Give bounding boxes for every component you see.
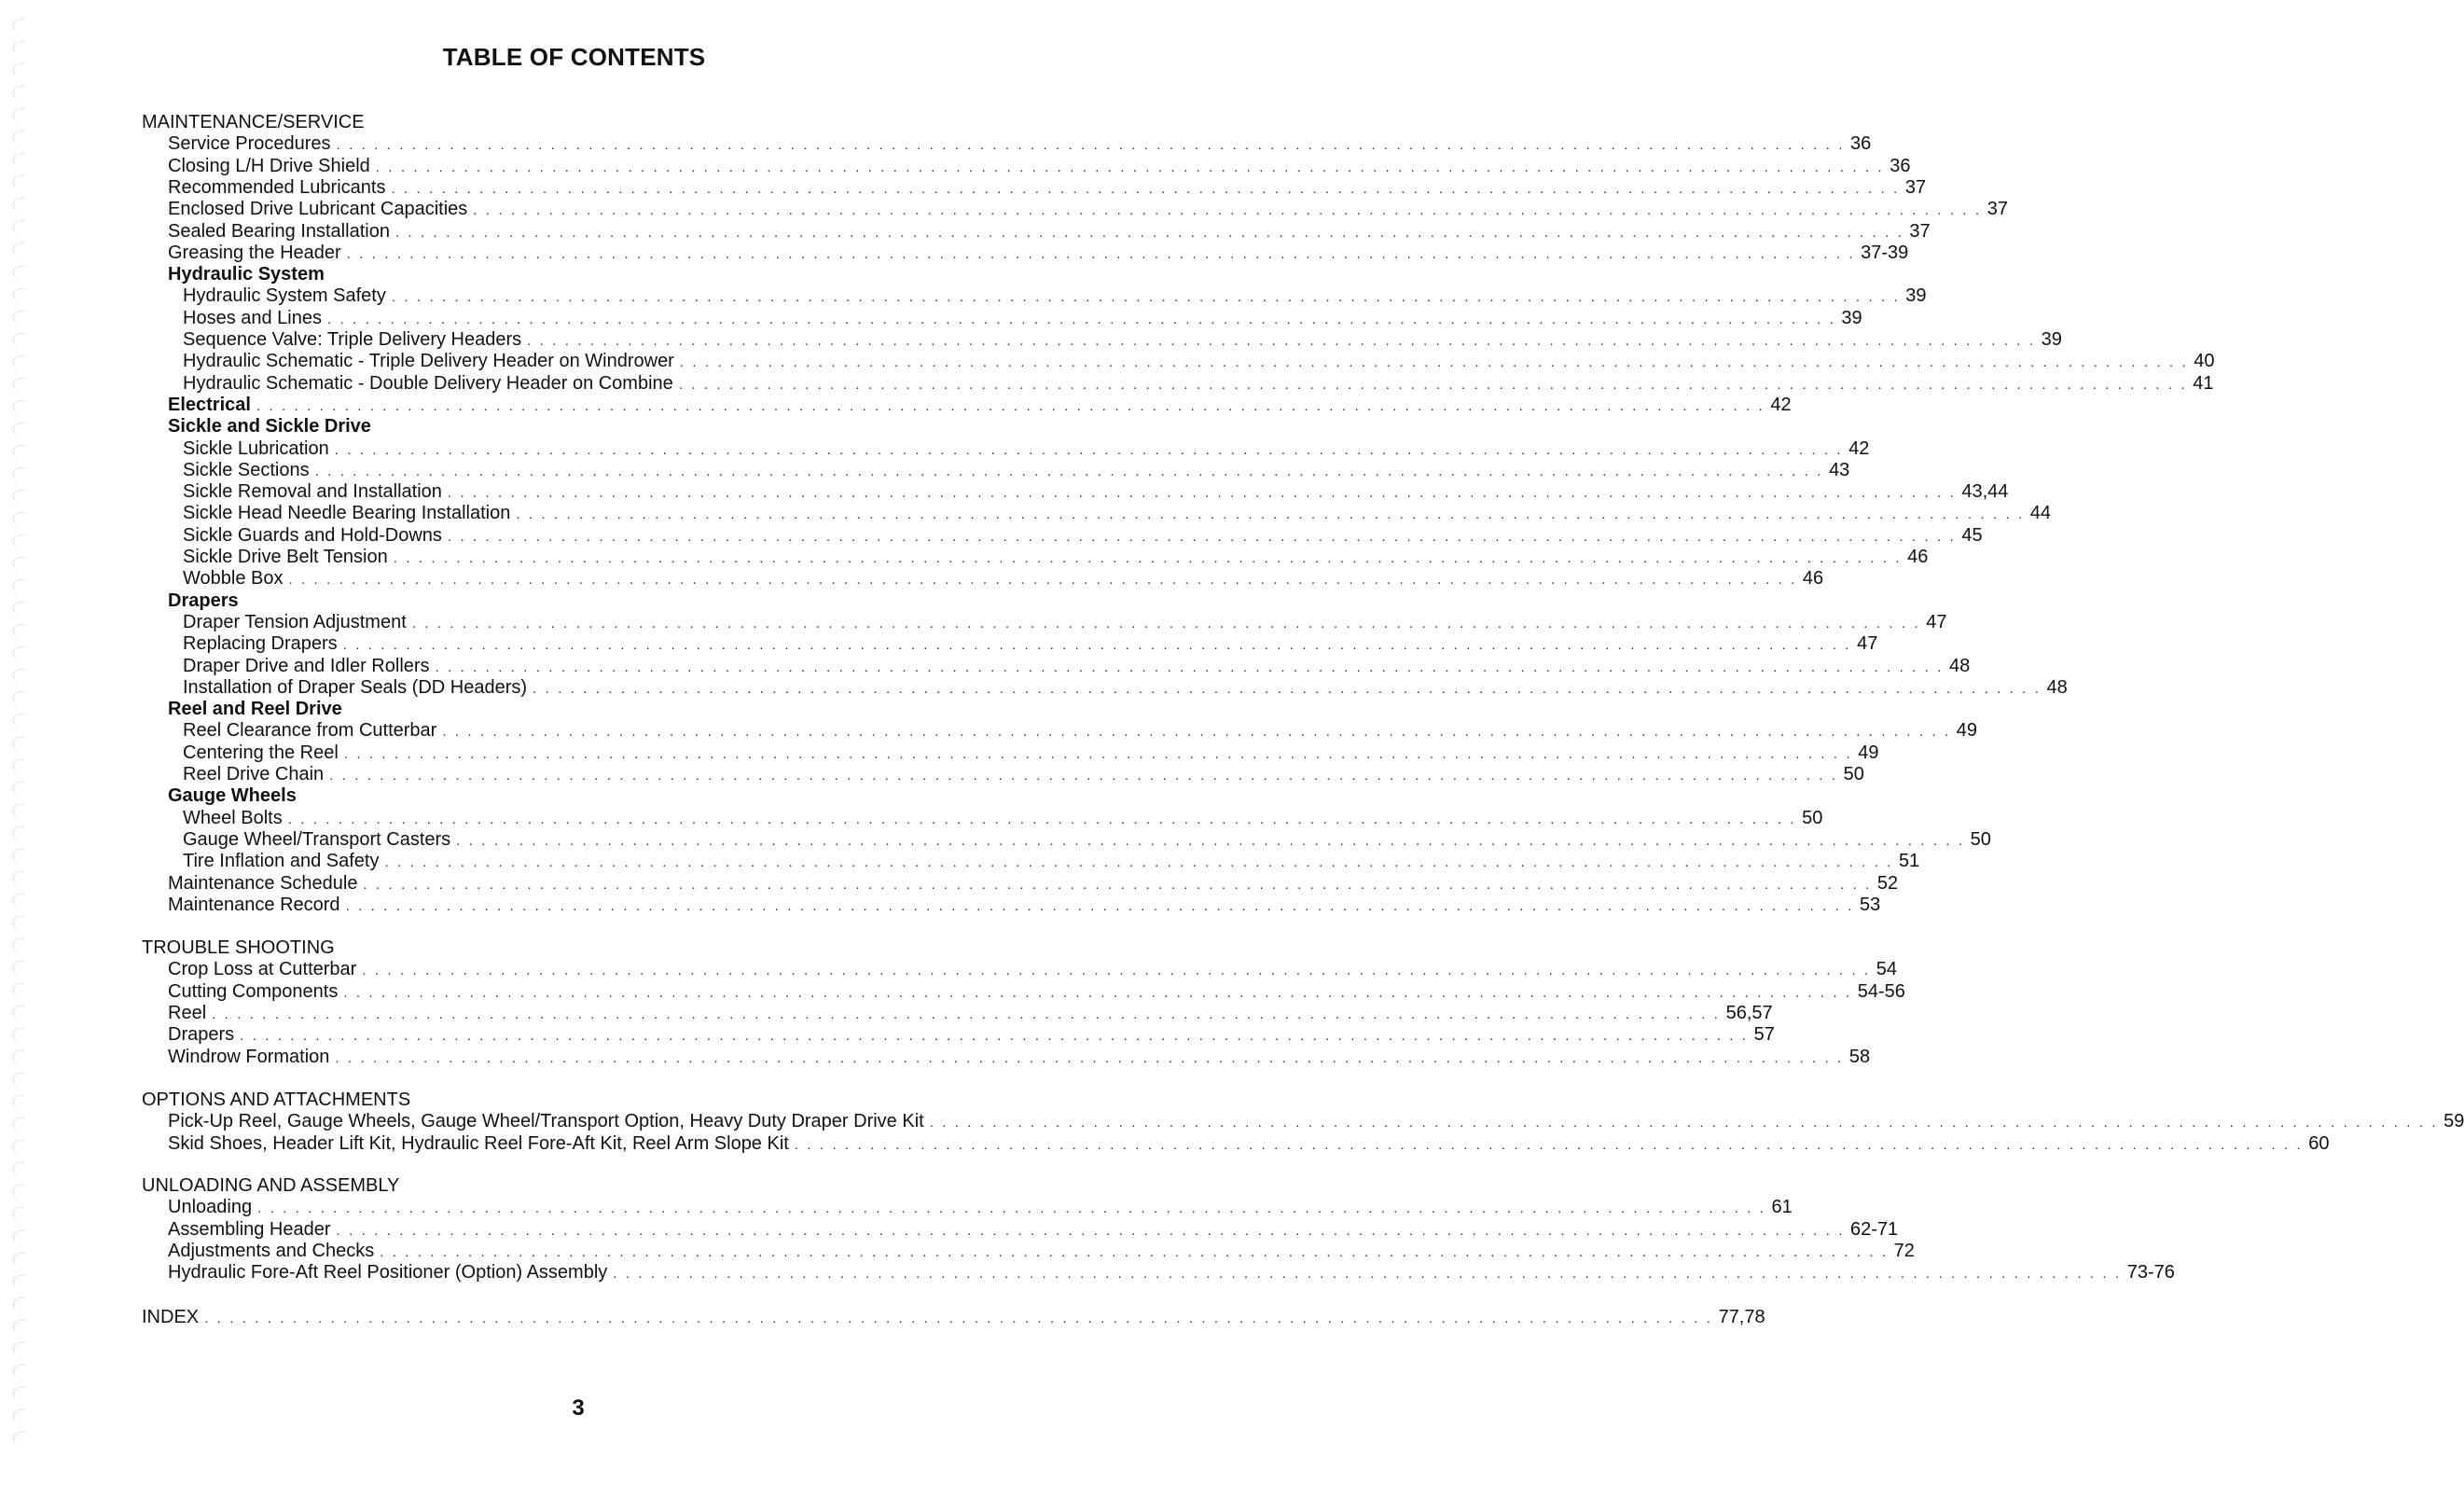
toc-entry-label: Greasing the Header — [168, 243, 347, 264]
toc-entry-label: Sickle Guards and Hold-Downs — [183, 525, 448, 547]
toc-entry-label: Sickle Lubrication — [183, 438, 335, 460]
toc-entry-label: Sealed Bearing Installation — [168, 221, 395, 243]
dot-leader: . . . . . . . . . . . . . . . . . . . . . . . . . . . . . . . . . . . . . . . . . . . . . . . . . . . . . . . . . . . . . . . . . . . . . . . . . . . . . . . . . . . . . . . . . . . . . . . . . . . . . . . . . . . . . . . . . . . . . . . . — [447, 485, 1957, 502]
dot-leader: . . . . . . . . . . . . . . . . . . . . . . . . . . . . . . . . . . . . . . . . . . . . . . . . . . . . . . . . . . . . . . . . . . . . . . . . . . . . . . . . . . . . . . . . . . . . . . . . . . . . . . . . . . . . . . . . . . . . . . . . — [335, 1049, 1844, 1066]
dot-leader: . . . . . . . . . . . . . . . . . . . . . . . . . . . . . . . . . . . . . . . . . . . . . . . . . . . . . . . . . . . . . . . . . . . . . . . . . . . . . . . . . . . . . . . . . . . . . . . . . . . . . . . . . . . . . . . . . . . . . . . . — [613, 1266, 2122, 1283]
toc-entry — [183, 285, 1927, 307]
toc-entry — [183, 437, 1870, 460]
toc-section-heading: TROUBLE SHOOTING — [142, 937, 335, 958]
toc-entry-page: 37 — [1982, 199, 2008, 220]
toc-entry-label: Installation of Draper Seals (DD Headers) — [183, 677, 533, 699]
toc-entry-page: 39 — [2036, 329, 2062, 351]
toc-entry — [183, 524, 1983, 547]
dot-leader: . . . . . . . . . . . . . . . . . . . . . . . . . . . . . . . . . . . . . . . . . . . . . . . . . . . . . . . . . . . . . . . . . . . . . . . . . . . . . . . . . . . . . . . . . . . . . . . . . . . . . . . . . . . . . . . . . . . . . . . . — [342, 637, 1852, 654]
toc-entry-label: Centering the Reel — [183, 742, 344, 764]
toc-entry — [168, 220, 1931, 243]
toc-entry — [168, 1197, 1793, 1218]
dot-leader: . . . . . . . . . . . . . . . . . . . . . . . . . . . . . . . . . . . . . . . . . . . . . . . . . . . . . . . . . . . . . . . . . . . . . . . . . . . . . . . . . . . . . . . . . . . . . . . . . . . . . . . . . . . . . . . . . . . . . . . . — [362, 963, 1871, 979]
toc-entry-page: 47 — [1851, 633, 1877, 655]
toc-entry-label: Maintenance Schedule — [168, 873, 363, 895]
page-number: 3 — [572, 1395, 585, 1421]
toc-entry-label: Draper Drive and Idler Rollers — [183, 656, 436, 677]
toc-entry — [183, 851, 1920, 872]
toc-entry — [168, 1262, 2175, 1284]
dot-leader: . . . . . . . . . . . . . . . . . . . . . . . . . . . . . . . . . . . . . . . . . . . . . . . . . . . . . . . . . . . . . . . . . . . . . . . . . . . . . . . . . . . . . . . . . . . . . . . . . . . . . . . . . . . . . . . . . . . . . . . . — [527, 333, 2036, 349]
toc-entry — [183, 547, 1929, 568]
dot-leader: . . . . . . . . . . . . . . . . . . . . . . . . . . . . . . . . . . . . . . . . . . . . . . . . . . . . . . . . . . . . . . . . . . . . . . . . . . . . . . . . . . . . . . . . . . . . . . . . . . . . . . . . . . . . . . . . . . . . . . . . — [411, 615, 1921, 631]
toc-entry — [183, 633, 1878, 655]
toc-entry — [183, 329, 2062, 351]
toc-entry-label: Tire Inflation and Safety — [183, 851, 385, 872]
toc-section-heading — [142, 1307, 1765, 1328]
toc-entry — [183, 742, 1879, 764]
binder-holes — [13, 19, 32, 1446]
toc-entry — [183, 372, 2214, 395]
toc-entry-page: 44 — [2025, 503, 2051, 524]
toc-entry — [168, 872, 1899, 895]
toc-entry — [183, 351, 2215, 372]
toc-entry — [183, 568, 1824, 590]
toc-entry-label: Crop Loss at Cutterbar — [168, 959, 362, 980]
toc-entry-label: Reel — [168, 1003, 212, 1024]
toc-entry — [168, 959, 1898, 980]
toc-entry — [183, 503, 2052, 524]
toc-entry-page: 40 — [2188, 351, 2214, 372]
toc-entry-page: 59 — [2438, 1111, 2464, 1132]
toc-entry — [168, 1002, 1773, 1024]
dot-leader: . . . . . . . . . . . . . . . . . . . . . . . . . . . . . . . . . . . . . . . . . . . . . . . . . . . . . . . . . . . . . . . . . . . . . . . . . . . . . . . . . . . . . . . . . . . . . . . . . . . . . . . . . . . . . . . . . . . . . . . . — [391, 289, 1901, 306]
dot-leader: . . . . . . . . . . . . . . . . . . . . . . . . . . . . . . . . . . . . . . . . . . . . . . . . . . . . . . . . . . . . . . . . . . . . . . . . . . . . . . . . . . . . . . . . . . . . . . . . . . . . . . . . . . . . . . . . . . . . . . . . — [256, 397, 1765, 414]
toc-entry-page: 43,44 — [1956, 481, 2008, 503]
toc-entry-page: 50 — [1965, 829, 1991, 851]
toc-entry-page: 50 — [1838, 764, 1864, 785]
toc-entry-page: 54-56 — [1852, 981, 1905, 1003]
toc-entry-label: Reel Drive Chain — [183, 764, 329, 785]
toc-entry-label: Hydraulic Fore-Aft Reel Positioner (Option) Assembly — [168, 1262, 613, 1284]
toc-entry — [183, 807, 1823, 829]
toc-section-heading: UNLOADING AND ASSEMBLY — [142, 1175, 400, 1196]
dot-leader: . . . . . . . . . . . . . . . . . . . . . . . . . . . . . . . . . . . . . . . . . . . . . . . . . . . . . . . . . . . . . . . . . . . . . . . . . . . . . . . . . . . . . . . . . . . . . . . . . . . . . . . . . . . . . . . . . . . . . . . . — [346, 245, 1856, 262]
toc-section-heading: OPTIONS AND ATTACHMENTS — [142, 1089, 411, 1110]
dot-leader: . . . . . . . . . . . . . . . . . . . . . . . . . . . . . . . . . . . . . . . . . . . . . . . . . . . . . . . . . . . . . . . . . . . . . . . . . . . . . . . . . . . . . . . . . . . . . . . . . . . . . . . . . . . . . . . . . . . . . . . . — [336, 137, 1845, 154]
toc-entry-label: Reel Clearance from Cutterbar — [183, 720, 442, 742]
dot-leader: . . . . . . . . . . . . . . . . . . . . . . . . . . . . . . . . . . . . . . . . . . . . . . . . . . . . . . . . . . . . . . . . . . . . . . . . . . . . . . . . . . . . . . . . . . . . . . . . . . . . . . . . . . . . . . . . . . . . . . . . — [212, 1006, 1721, 1022]
toc-entry — [168, 1046, 1871, 1068]
toc-entry-page: 48 — [2041, 677, 2067, 699]
toc-group-heading: Drapers — [168, 590, 239, 611]
page-title: TABLE OF CONTENTS — [442, 43, 706, 71]
toc-entry-page: 60 — [2303, 1133, 2329, 1155]
toc-entry-page: 50 — [1796, 808, 1822, 829]
toc-entry — [168, 176, 1927, 199]
toc-entry — [183, 764, 1864, 785]
dot-leader: . . . . . . . . . . . . . . . . . . . . . . . . . . . . . . . . . . . . . . . . . . . . . . . . . . . . . . . . . . . . . . . . . . . . . . . . . . . . . . . . . . . . . . . . . . . . . . . . . . . . . . . . . . . . . . . . . . . . . . . . — [384, 854, 1893, 871]
toc-entry-page: 39 — [1900, 285, 1926, 307]
toc-entry-page: 43 — [1823, 460, 1849, 481]
dot-leader: . . . . . . . . . . . . . . . . . . . . . . . . . . . . . . . . . . . . . . . . . . . . . . . . . . . . . . . . . . . . . . . . . . . . . . . . . . . . . . . . . . . . . . . . . . . . . . . . . . . . . . . . . . . . . . . . . . . . . . . . — [334, 441, 1844, 458]
toc-entry — [168, 242, 1909, 264]
dot-leader: . . . . . . . . . . . . . . . . . . . . . . . . . . . . . . . . . . . . . . . . . . . . . . . . . . . . . . . . . . . . . . . . . . . . . . . . . . . . . . . . . . . . . . . . . . . . . . . . . . . . . . . . . . . . . . . . . . . . . . . . — [363, 876, 1872, 893]
toc-entry-label: Sickle Sections — [183, 460, 315, 481]
toc-entry-page: 46 — [1797, 568, 1823, 590]
dot-leader: . . . . . . . . . . . . . . . . . . . . . . . . . . . . . . . . . . . . . . . . . . . . . . . . . . . . . . . . . . . . . . . . . . . . . . . . . . . . . . . . . . . . . . . . . . . . . . . . . . . . . . . . . . . . . . . . . . . . . . . . — [329, 768, 1838, 784]
dot-leader: . . . . . . . . . . . . . . . . . . . . . . . . . . . . . . . . . . . . . . . . . . . . . . . . . . . . . . . . . . . . . . . . . . . . . . . . . . . . . . . . . . . . . . . . . . . . . . . . . . . . . . . . . . . . . . . . . . . . . . . . — [391, 180, 1900, 197]
toc-entry — [168, 894, 1881, 916]
toc-entry-page: 42 — [1843, 438, 1869, 460]
dot-leader: . . . . . . . . . . . . . . . . . . . . . . . . . . . . . . . . . . . . . . . . . . . . . . . . . . . . . . . . . . . . . . . . . . . . . . . . . . . . . . . . . . . . . . . . . . . . . . . . . . . . . . . . . . . . . . . . . . . . . . . . — [287, 811, 1797, 827]
toc-entry — [183, 307, 1862, 329]
dot-leader: . . . . . . . . . . . . . . . . . . . . . . . . . . . . . . . . . . . . . . . . . . . . . . . . . . . . . . . . . . . . . . . . . . . . . . . . . . . . . . . . . . . . . . . . . . . . . . . . . . . . . . . . . . . . . . . . . . . . . . . . — [380, 1243, 1889, 1260]
toc-entry-label: Unloading — [168, 1197, 257, 1218]
toc-entry-page: 62-71 — [1845, 1219, 1898, 1241]
toc-entry-page: 51 — [1893, 851, 1919, 872]
toc-group-heading: Sickle and Sickle Drive — [168, 416, 371, 437]
toc-entry-page: 48 — [1944, 656, 1970, 677]
toc-entry-label: Hydraulic Schematic - Triple Delivery Header on Windrower — [183, 351, 680, 372]
toc-entry-label: Sequence Valve: Triple Delivery Headers — [183, 329, 527, 351]
toc-entry-label: Sickle Head Needle Bearing Installation — [183, 503, 516, 524]
dot-leader: . . . . . . . . . . . . . . . . . . . . . . . . . . . . . . . . . . . . . . . . . . . . . . . . . . . . . . . . . . . . . . . . . . . . . . . . . . . . . . . . . . . . . . . . . . . . . . . . . . . . . . . . . . . . . . . . . . . . . . . . — [679, 354, 2189, 371]
toc-entry — [183, 676, 2068, 699]
toc-entry — [168, 155, 1911, 177]
dot-leader: . . . . . . . . . . . . . . . . . . . . . . . . . . . . . . . . . . . . . . . . . . . . . . . . . . . . . . . . . . . . . . . . . . . . . . . . . . . . . . . . . . . . . . . . . . . . . . . . . . . . . . . . . . . . . . . . . . . . . . . . — [345, 897, 1854, 914]
toc-group-heading: Gauge Wheels — [168, 785, 297, 807]
toc-group-heading: Hydraulic System — [168, 264, 325, 285]
toc-group-heading: Reel and Reel Drive — [168, 699, 342, 720]
toc-entry-label: Maintenance Record — [168, 895, 346, 916]
toc-entry-label: Wheel Bolts — [183, 808, 288, 829]
dot-leader: . . . . . . . . . . . . . . . . . . . . . . . . . . . . . . . . . . . . . . . . . . . . . . . . . . . . . . . . . . . . . . . . . . . . . . . . . . . . . . . . . . . . . . . . . . . . . . . . . . . . . . . . . . . . . . . . . . . . . . . . — [794, 1136, 2304, 1153]
toc-entry — [168, 980, 1905, 1003]
toc-entry-label: Skid Shoes, Header Lift Kit, Hydraulic Reel Fore-Aft Kit, Reel Arm Slope Kit — [168, 1133, 795, 1155]
toc-entry-page: 53 — [1854, 895, 1880, 916]
dot-leader: . . . . . . . . . . . . . . . . . . . . . . . . . . . . . . . . . . . . . . . . . . . . . . . . . . . . . . . . . . . . . . . . . . . . . . . . . . . . . . . . . . . . . . . . . . . . . . . . . . . . . . . . . . . . . . . . . . . . . . . . — [343, 745, 1853, 762]
toc-entry-page: 36 — [1845, 133, 1871, 155]
dot-leader: . . . . . . . . . . . . . . . . . . . . . . . . . . . . . . . . . . . . . . . . . . . . . . . . . . . . . . . . . . . . . . . . . . . . . . . . . . . . . . . . . . . . . . . . . . . . . . . . . . . . . . . . . . . . . . . . . . . . . . . . — [678, 376, 2188, 393]
toc-entry-label: Gauge Wheel/Transport Casters — [183, 829, 456, 851]
toc-entry — [168, 133, 1872, 155]
toc-entry — [183, 655, 1971, 677]
toc-entry-label: Hydraulic System Safety — [183, 285, 392, 307]
dot-leader: . . . . . . . . . . . . . . . . . . . . . . . . . . . . . . . . . . . . . . . . . . . . . . . . . . . . . . . . . . . . . . . . . . . . . . . . . . . . . . . . . . . . . . . . . . . . . . . . . . . . . . . . . . . . . . . . . . . . . . . . — [473, 202, 1982, 219]
toc-entry-label: Sickle Drive Belt Tension — [183, 547, 394, 568]
toc-entry — [168, 1024, 1775, 1046]
toc-entry-page: 37-39 — [1855, 243, 1908, 264]
toc-entry-page: 36 — [1884, 156, 1910, 177]
toc-entry-label: Adjustments and Checks — [168, 1241, 380, 1262]
toc-entry-page: 54 — [1871, 959, 1897, 980]
dot-leader: . . . . . . . . . . . . . . . . . . . . . . . . . . . . . . . . . . . . . . . . . . . . . . . . . . . . . . . . . . . . . . . . . . . . . . . . . . . . . . . . . . . . . . . . . . . . . . . . . . . . . . . . . . . . . . . . . . . . . . . . — [326, 311, 1836, 327]
toc-entry-page: 52 — [1872, 873, 1898, 895]
dot-leader: . . . . . . . . . . . . . . . . . . . . . . . . . . . . . . . . . . . . . . . . . . . . . . . . . . . . . . . . . . . . . . . . . . . . . . . . . . . . . . . . . . . . . . . . . . . . . . . . . . . . . . . . . . . . . . . . . . . . . . . . — [456, 832, 1965, 849]
toc-entry-label: Draper Tension Adjustment — [183, 612, 412, 633]
toc-entry — [168, 1111, 2464, 1132]
dot-leader: . . . . . . . . . . . . . . . . . . . . . . . . . . . . . . . . . . . . . . . . . . . . . . . . . . . . . . . . . . . . . . . . . . . . . . . . . . . . . . . . . . . . . . . . . . . . . . . . . . . . . . . . . . . . . . . . . . . . . . . . — [343, 984, 1852, 1001]
dot-leader: . . . . . . . . . . . . . . . . . . . . . . . . . . . . . . . . . . . . . . . . . . . . . . . . . . . . . . . . . . . . . . . . . . . . . . . . . . . . . . . . . . . . . . . . . . . . . . . . . . . . . . . . . . . . . . . . . . . . . . . . — [929, 1115, 2439, 1131]
dot-leader: . . . . . . . . . . . . . . . . . . . . . . . . . . . . . . . . . . . . . . . . . . . . . . . . . . . . . . . . . . . . . . . . . . . . . . . . . . . . . . . . . . . . . . . . . . . . . . . . . . . . . . . . . . . . . . . . . . . . . . . . — [314, 463, 1824, 479]
toc-entry-label: Assembling Header — [168, 1219, 337, 1241]
toc-entry-page: 47 — [1920, 612, 1946, 633]
toc-entry-label: Recommended Lubricants — [168, 177, 391, 199]
dot-leader: . . . . . . . . . . . . . . . . . . . . . . . . . . . . . . . . . . . . . . . . . . . . . . . . . . . . . . . . . . . . . . . . . . . . . . . . . . . . . . . . . . . . . . . . . . . . . . . . . . . . . . . . . . . . . . . . . . . . . . . . — [393, 550, 1903, 566]
dot-leader: . . . . . . . . . . . . . . . . . . . . . . . . . . . . . . . . . . . . . . . . . . . . . . . . . . . . . . . . . . . . . . . . . . . . . . . . . . . . . . . . . . . . . . . . . . . . . . . . . . . . . . . . . . . . . . . . . . . . . . . . — [257, 1200, 1766, 1217]
toc-entry-page: 77,78 — [1713, 1307, 1765, 1328]
toc-entry-label: Replacing Drapers — [183, 633, 343, 655]
toc-entry-page: 45 — [1956, 525, 1982, 547]
toc-entry — [183, 720, 1978, 742]
toc-entry-page: 37 — [1903, 221, 1930, 243]
toc-entry-page: 56,57 — [1721, 1003, 1773, 1024]
toc-entry-label: Hydraulic Schematic - Double Delivery Header on Combine — [183, 373, 679, 395]
toc-entry-label: Service Procedures — [168, 133, 337, 155]
toc-entry — [168, 1132, 2330, 1155]
toc-entry-label: Drapers — [168, 1024, 240, 1046]
dot-leader: . . . . . . . . . . . . . . . . . . . . . . . . . . . . . . . . . . . . . . . . . . . . . . . . . . . . . . . . . . . . . . . . . . . . . . . . . . . . . . . . . . . . . . . . . . . . . . . . . . . . . . . . . . . . . . . . . . . . . . . . — [442, 724, 1951, 741]
toc-entry-page: 37 — [1900, 177, 1926, 199]
dot-leader: . . . . . . . . . . . . . . . . . . . . . . . . . . . . . . . . . . . . . . . . . . . . . . . . . . . . . . . . . . . . . . . . . . . . . . . . . . . . . . . . . . . . . . . . . . . . . . . . . . . . . . . . . . . . . . . . . . . . . . . . — [375, 159, 1885, 175]
toc-entry — [183, 828, 1991, 851]
dot-leader: . . . . . . . . . . . . . . . . . . . . . . . . . . . . . . . . . . . . . . . . . . . . . . . . . . . . . . . . . . . . . . . . . . . . . . . . . . . . . . . . . . . . . . . . . . . . . . . . . . . . . . . . . . . . . . . . . . . . . . . . — [336, 1222, 1845, 1239]
toc-entry-page: 42 — [1765, 395, 1791, 416]
toc-entry-page: 46 — [1902, 547, 1928, 568]
toc-entry — [168, 1240, 1915, 1262]
toc-entry — [168, 1218, 1899, 1241]
toc-entry-page: 72 — [1889, 1241, 1915, 1262]
toc-entry-label: Sickle Removal and Installation — [183, 481, 448, 503]
toc-entry — [168, 199, 2008, 220]
toc-entry-page: 58 — [1844, 1047, 1870, 1068]
toc-entry-page: 73-76 — [2122, 1262, 2175, 1284]
toc-entry-label: Hoses and Lines — [183, 308, 327, 329]
dot-leader: . . . . . . . . . . . . . . . . . . . . . . . . . . . . . . . . . . . . . . . . . . . . . . . . . . . . . . . . . . . . . . . . . . . . . . . . . . . . . . . . . . . . . . . . . . . . . . . . . . . . . . . . . . . . . . . . . . . . . . . . — [516, 507, 2025, 523]
dot-leader: . . . . . . . . . . . . . . . . . . . . . . . . . . . . . . . . . . . . . . . . . . . . . . . . . . . . . . . . . . . . . . . . . . . . . . . . . . . . . . . . . . . . . . . . . . . . . . . . . . . . . . . . . . . . . . . . . . . . . . . . — [240, 1028, 1749, 1045]
toc-entry — [183, 481, 2009, 503]
toc-entry-page: 41 — [2187, 373, 2213, 395]
dot-leader: . . . . . . . . . . . . . . . . . . . . . . . . . . . . . . . . . . . . . . . . . . . . . . . . . . . . . . . . . . . . . . . . . . . . . . . . . . . . . . . . . . . . . . . . . . . . . . . . . . . . . . . . . . . . . . . . . . . . . . . . — [447, 528, 1957, 545]
toc-entry-label: Wobble Box — [183, 568, 288, 590]
toc-entry-label: Cutting Components — [168, 981, 343, 1003]
toc-entry-page: 49 — [1852, 742, 1878, 764]
toc-entry-label: Windrow Formation — [168, 1047, 335, 1068]
dot-leader: . . . . . . . . . . . . . . . . . . . . . . . . . . . . . . . . . . . . . . . . . . . . . . . . . . . . . . . . . . . . . . . . . . . . . . . . . . . . . . . . . . . . . . . . . . . . . . . . . . . . . . . . . . . . . . . . . . . . . . . . — [288, 572, 1797, 589]
toc-entry-page: 61 — [1766, 1197, 1793, 1218]
toc-entry — [168, 394, 1792, 416]
toc-section-heading: MAINTENANCE/SERVICE — [142, 112, 365, 132]
dot-leader: . . . . . . . . . . . . . . . . . . . . . . . . . . . . . . . . . . . . . . . . . . . . . . . . . . . . . . . . . . . . . . . . . . . . . . . . . . . . . . . . . . . . . . . . . . . . . . . . . . . . . . . . . . . . . . . . . . . . . . . . — [533, 680, 2042, 697]
toc-entry-label: Electrical — [168, 395, 256, 416]
toc-entry — [183, 459, 1850, 481]
toc-entry-page: 49 — [1951, 720, 1977, 742]
toc-entry-label: INDEX — [142, 1307, 204, 1328]
toc-entry-label: Pick-Up Reel, Gauge Wheels, Gauge Wheel/Transport Option, Heavy Duty Draper Drive Kit — [168, 1111, 930, 1132]
toc-entry-page: 39 — [1835, 308, 1862, 329]
toc-entry — [183, 611, 1947, 633]
dot-leader: . . . . . . . . . . . . . . . . . . . . . . . . . . . . . . . . . . . . . . . . . . . . . . . . . . . . . . . . . . . . . . . . . . . . . . . . . . . . . . . . . . . . . . . . . . . . . . . . . . . . . . . . . . . . . . . . . . . . . . . . — [435, 659, 1944, 675]
toc-entry-page: 57 — [1749, 1024, 1775, 1046]
toc-entry-label: Closing L/H Drive Shield — [168, 156, 376, 177]
toc-entry-label: Enclosed Drive Lubricant Capacities — [168, 199, 473, 220]
dot-leader: . . . . . . . . . . . . . . . . . . . . . . . . . . . . . . . . . . . . . . . . . . . . . . . . . . . . . . . . . . . . . . . . . . . . . . . . . . . . . . . . . . . . . . . . . . . . . . . . . . . . . . . . . . . . . . . . . . . . . . . . — [204, 1311, 1713, 1326]
dot-leader: . . . . . . . . . . . . . . . . . . . . . . . . . . . . . . . . . . . . . . . . . . . . . . . . . . . . . . . . . . . . . . . . . . . . . . . . . . . . . . . . . . . . . . . . . . . . . . . . . . . . . . . . . . . . . . . . . . . . . . . . — [395, 224, 1904, 241]
